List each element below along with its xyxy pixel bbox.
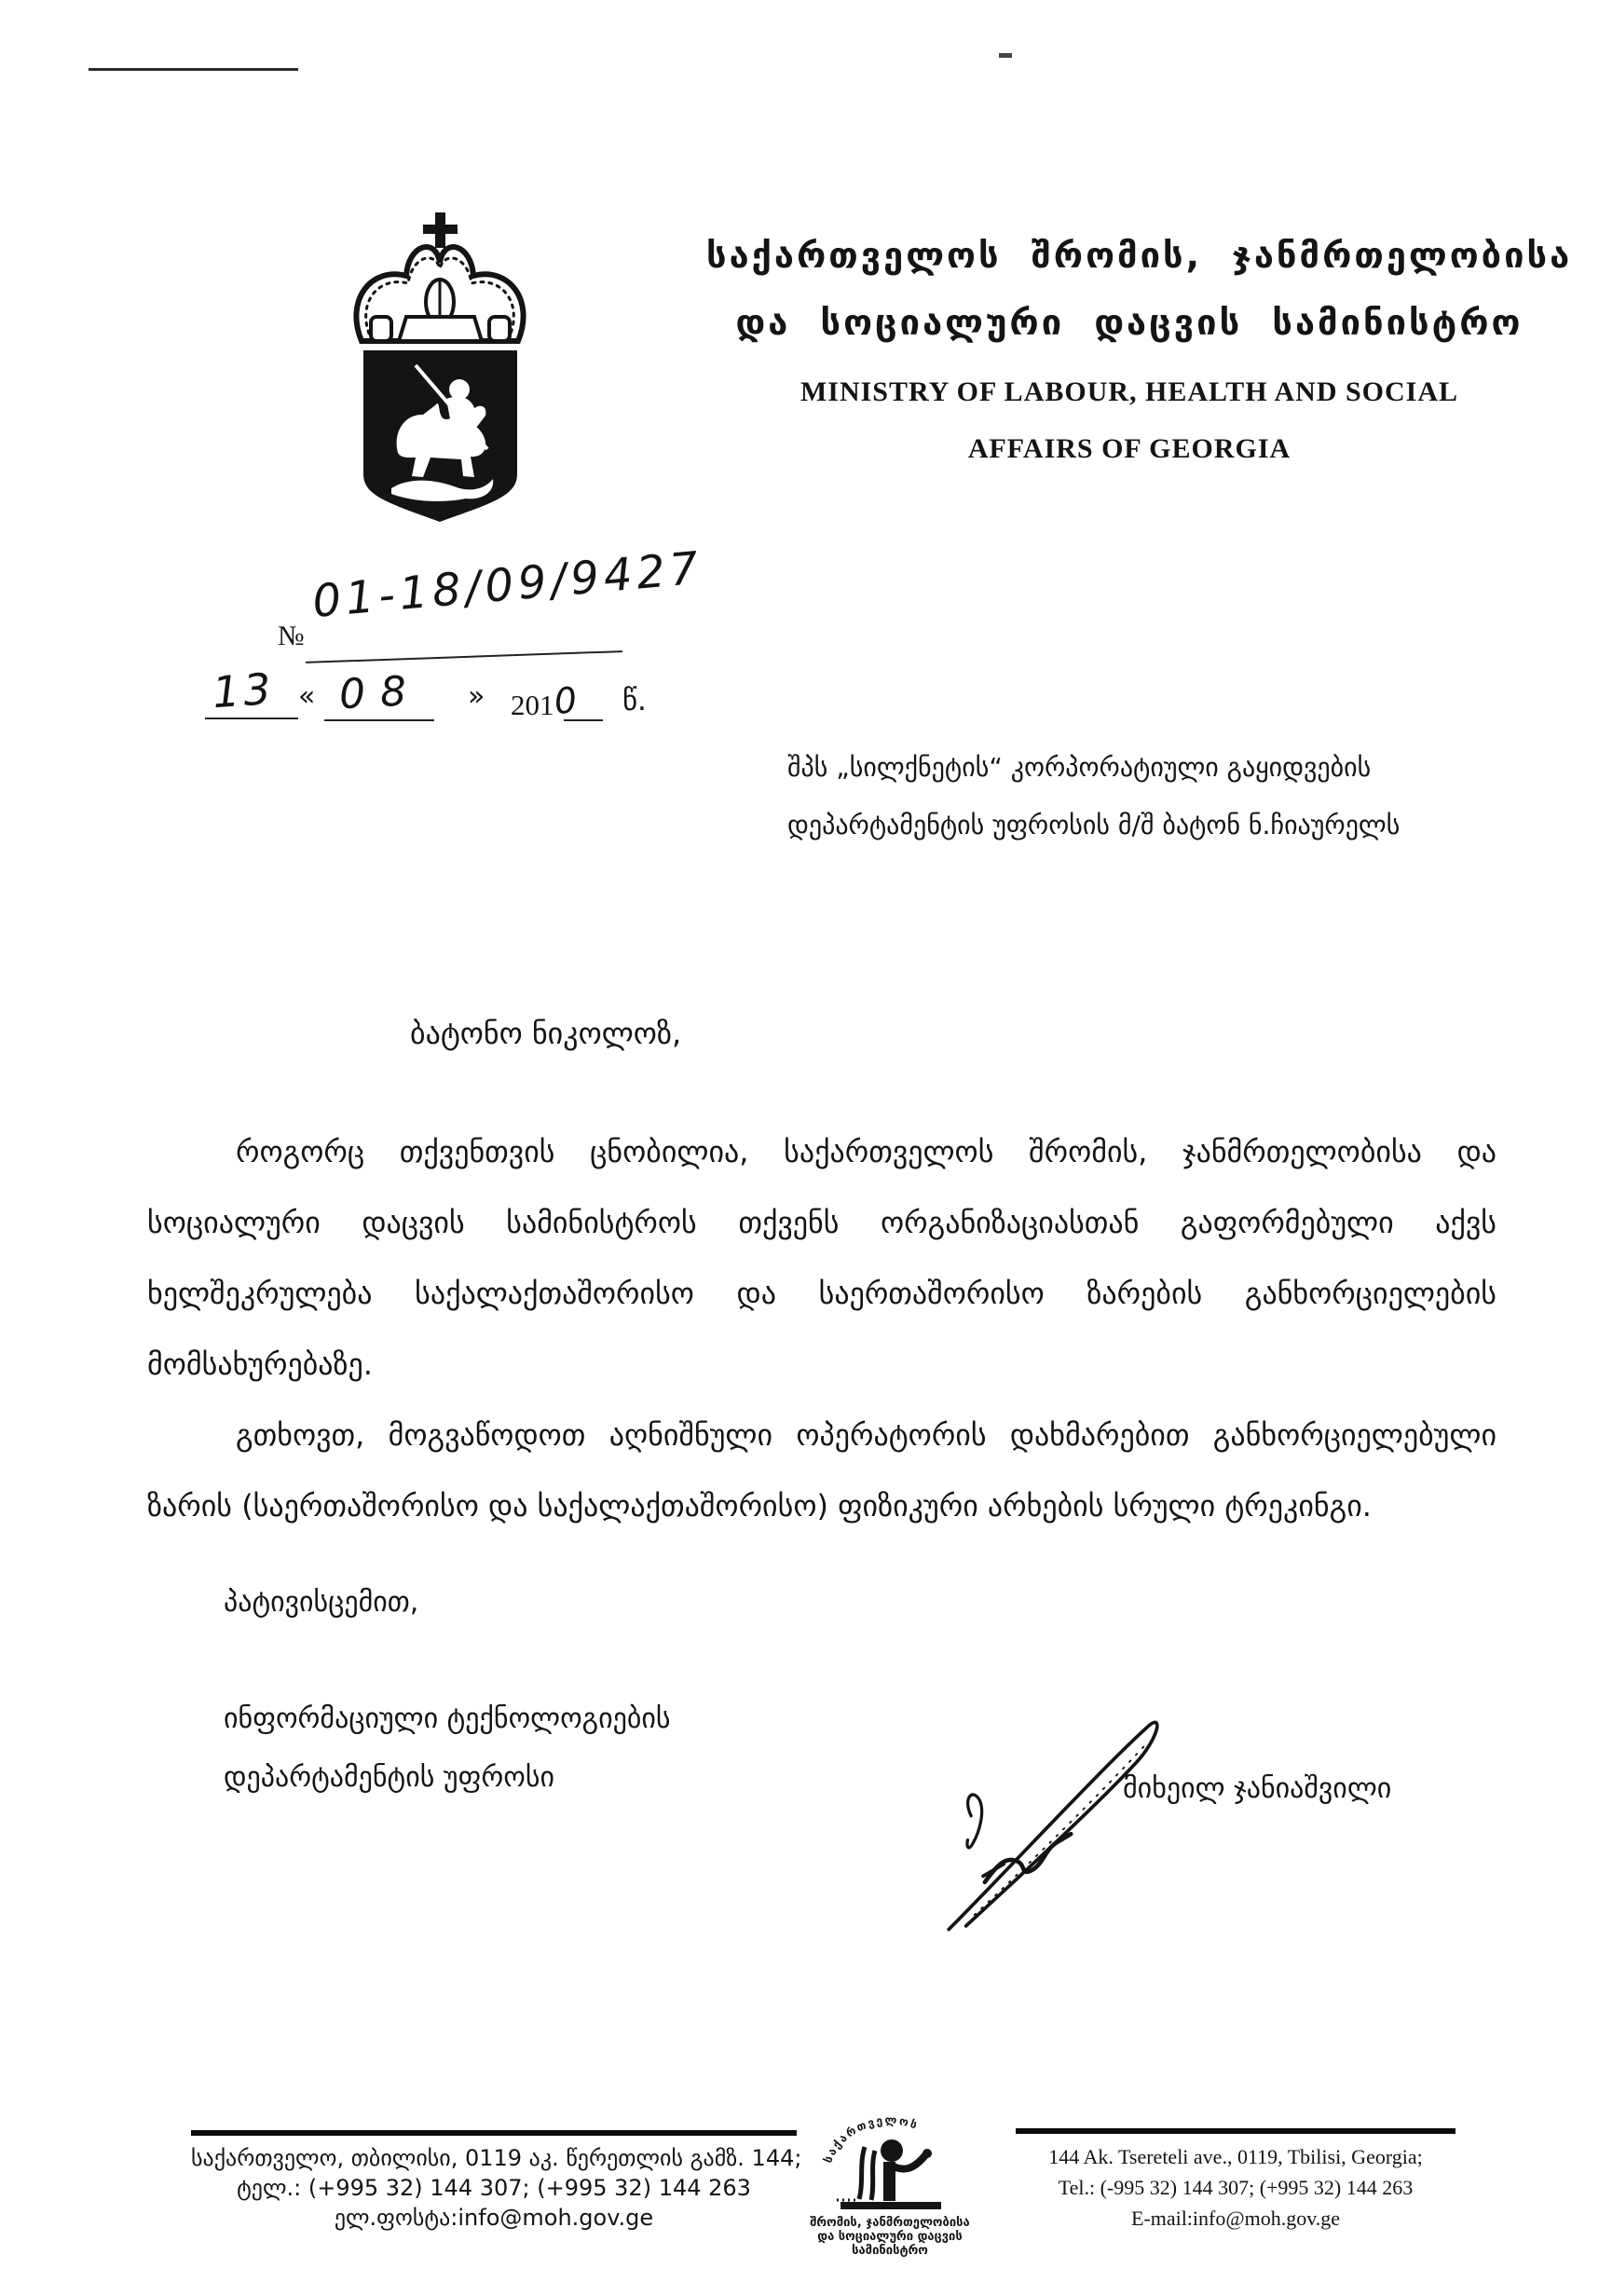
footer-address-georgian <box>191 2130 802 2233</box>
svg-text:საქართველოს <box>821 2113 921 2165</box>
date-month-underline <box>324 719 434 721</box>
footer-logo-line1: შრომის, ჯანმრთელობისა <box>810 2216 970 2230</box>
addressee-line2: დეპარტამენტის უფროსის მ/შ ბატონ ნ.ჩიაურელს <box>787 810 1401 840</box>
ministry-name-georgian-line1: საქართველოს შრომის, ჯანმრთელობისა <box>706 235 1573 276</box>
signer-department-line1: ინფორმაციული ტექნოლოგიების <box>224 1702 671 1735</box>
closing-regards: პატივისცემით, <box>224 1586 419 1619</box>
handwritten-signature-icon <box>932 1713 1193 1936</box>
letterhead <box>706 222 1573 477</box>
top-dash-scan-mark <box>999 53 1012 58</box>
addressee-block <box>787 739 1468 854</box>
addressee-line1: შპს „სილქნეტის“ კორპორატიული გაყიდვების <box>787 752 1372 783</box>
date-day-handwritten: 13 <box>211 663 277 718</box>
date-open-quote: « <box>298 680 316 713</box>
ministry-name-georgian-line2: და სოციალური დაცვის სამინისტრო <box>735 302 1524 343</box>
footer-left-line3: ელ.ფოსტა:info@moh.gov.ge <box>334 2205 654 2231</box>
footer-right-line2: Tel.: (-995 32) 144 307; (+995 32) 144 263 <box>1058 2176 1414 2199</box>
footer-logo-svg <box>803 2112 977 2212</box>
body-paragraph-1: როგორც თქვენთვის ცნობილია, საქართველოს შრომის, ჯანმრთელობისა და სოციალური დაცვის სამინისტროს თქვენს ორგანიზაციასთან გაფორმებული აქვს ხელშეკრულება საქალაქთაშორისო და საერთაშორისო ზარების განხორციელების მომსახურებაზე. <box>147 1134 1496 1382</box>
footer-right-line3: E-mail:info@moh.gov.ge <box>1130 2207 1341 2230</box>
coat-of-arms-svg <box>326 207 554 524</box>
date-month-handwritten: 08 <box>337 666 423 719</box>
date-year-suffix: წ. <box>622 684 647 718</box>
date-year <box>511 678 579 723</box>
ministry-name-english-line2: AFFAIRS OF GEORGIA <box>967 433 1292 464</box>
date-close-quote: » <box>468 680 485 713</box>
date-day-underline <box>205 718 298 719</box>
top-rule-scan-mark <box>89 68 298 71</box>
georgia-coat-of-arms-icon <box>326 207 554 524</box>
footer-left-line2: ტელ.: (+995 32) 144 307; (+995 32) 144 263 <box>237 2175 751 2201</box>
signature-svg <box>932 1713 1193 1936</box>
footer-logo-line2: და სოციალური დაცვის <box>817 2230 963 2244</box>
signer-name: მიხეილ ჯანიაშვილი <box>1123 1772 1392 1805</box>
reference-number-handwritten: 01-18/09/9427 <box>310 541 705 628</box>
letter-body <box>147 1116 1496 1541</box>
footer-address-english <box>1016 2128 1456 2234</box>
salutation: ბატონო ნიკოლოზ, <box>410 1016 682 1051</box>
footer-left-line1: საქართველო, თბილისი, 0119 აკ. წერეთლის გამზ. 144; <box>191 2145 802 2171</box>
date-year-printed: 201 <box>511 689 554 721</box>
ministry-name-english-line1: MINISTRY OF LABOUR, HEALTH AND SOCIAL <box>800 376 1459 407</box>
signer-department-line2: დეპარტამენტის უფროსი <box>224 1761 555 1794</box>
body-paragraph-2: გთხოვთ, მოგვაწოდოთ აღნიშნული ოპერატორის დახმარებით განხორციელებული ზარის (საერთაშორისო და საქალაქთაშორისო) ფიზიკური არხების სრული ტრეკინგი. <box>147 1417 1496 1524</box>
date-year-underline <box>564 719 603 721</box>
date-year-digit-handwritten: 0 <box>552 678 579 723</box>
footer-logo-arc-text: საქართველოს <box>821 2113 921 2166</box>
footer-right-rule <box>1016 2128 1456 2134</box>
footer-left-rule <box>191 2130 797 2136</box>
reference-number-underline <box>306 650 622 663</box>
reference-number-symbol: № <box>278 621 305 651</box>
footer-logo-line3: სამინისტრო <box>852 2244 928 2258</box>
ministry-footer-logo <box>803 2112 977 2258</box>
footer-right-line1: 144 Ak. Tsereteli ave., 0119, Tbilisi, Georgia; <box>1048 2145 1423 2168</box>
